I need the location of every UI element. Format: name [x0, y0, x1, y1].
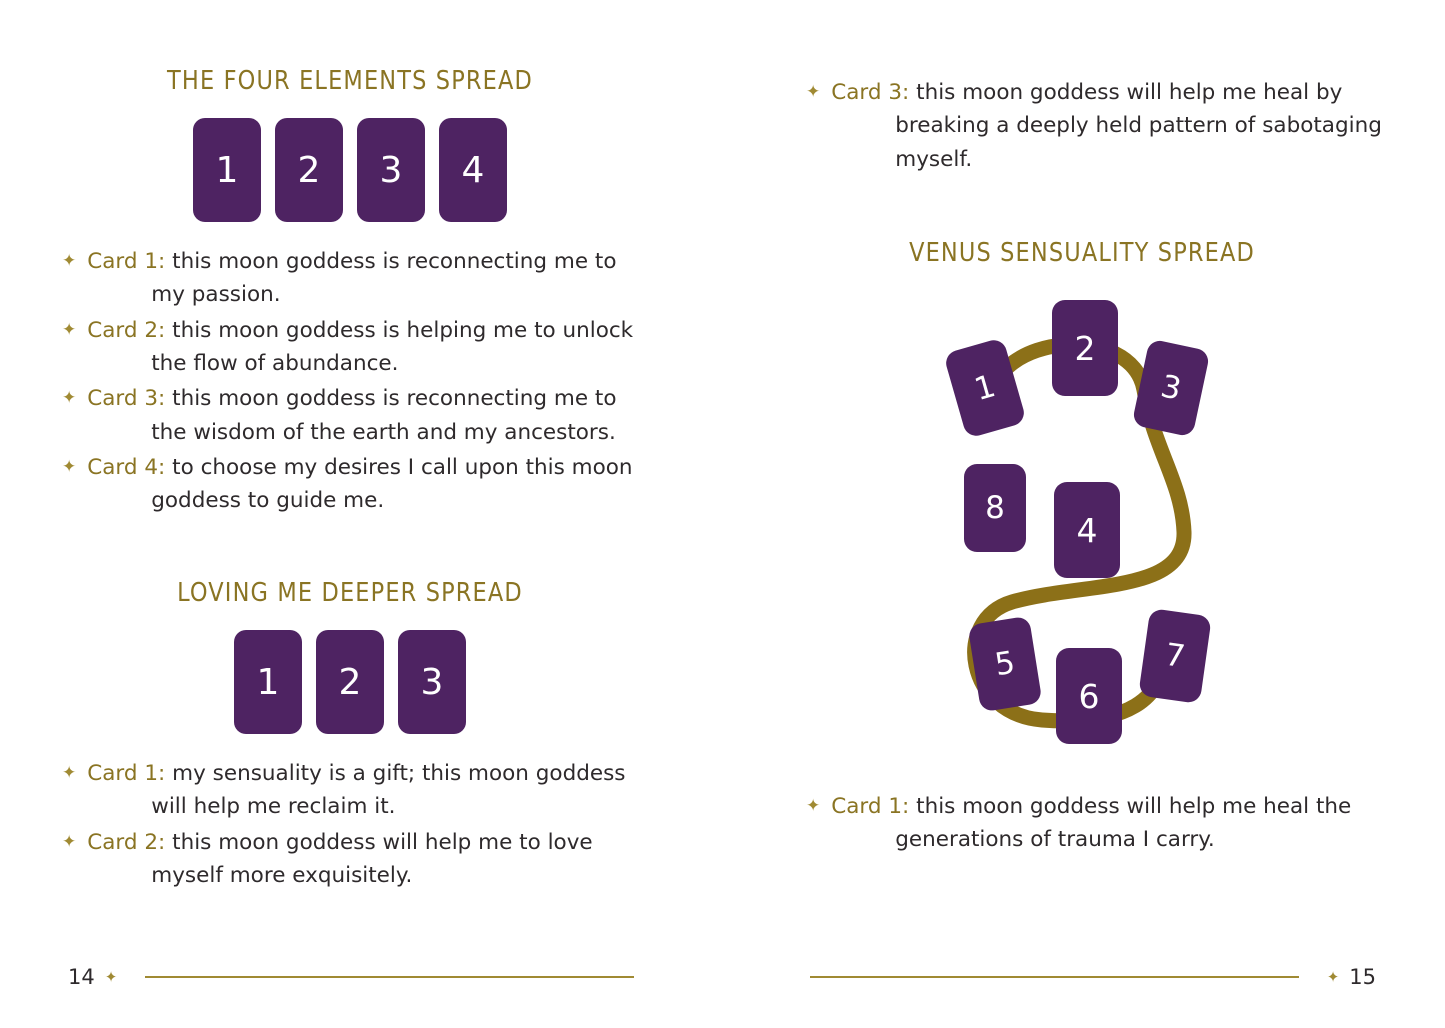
footer-left [68, 964, 638, 990]
four-elements-card-row [60, 118, 640, 222]
spread-card: 4 [439, 118, 507, 222]
sparkle-icon: ✦ [62, 388, 77, 409]
spread-card: 3 [398, 630, 466, 734]
sparkle-icon: ✦ [806, 82, 821, 102]
card-label: Card 4: [87, 454, 166, 480]
list-item [62, 245, 642, 312]
spread-card: 1 [193, 118, 261, 222]
list-item [806, 790, 1386, 857]
sparkle-icon: ✦ [62, 319, 77, 340]
continued-card-meaning [806, 76, 1386, 178]
four-elements-card-meanings [62, 245, 642, 520]
spread-card: 3 [1132, 339, 1211, 438]
spread-card: 7 [1138, 608, 1212, 704]
venus-card-meanings [806, 790, 1386, 859]
page-number: 15 [1349, 965, 1376, 989]
list-item [806, 76, 1386, 176]
four-elements-spread-title: THE FOUR ELEMENTS SPREAD [167, 66, 533, 96]
card-text: this moon goddess is reconnecting me to the wisdom of the earth and my ancestors. [151, 386, 617, 445]
loving-me-deeper-card-row [60, 630, 640, 734]
spread-card: 2 [316, 630, 384, 734]
card-label: Card 1: [87, 761, 166, 786]
page-number: 14 [68, 965, 95, 989]
card-text: this moon goddess will help me heal the generations of trauma I carry. [895, 794, 1352, 853]
spread-card: 1 [234, 630, 302, 734]
list-item [62, 314, 642, 381]
card-label: Card 3: [831, 80, 910, 105]
card-label: Card 3: [87, 386, 166, 412]
card-label: Card 1: [87, 249, 166, 274]
spread-card: 2 [1052, 300, 1118, 396]
footer-rule [810, 976, 1299, 978]
card-text: my sensuality is a gift; this moon goddess will help me reclaim it. [151, 761, 626, 820]
spread-card: 1 [943, 337, 1027, 439]
list-item [62, 826, 642, 893]
sparkle-icon: ✦ [62, 456, 77, 477]
list-item [62, 757, 642, 824]
sparkle-icon: ✦ [1326, 968, 1340, 986]
venus-sensuality-spread-title: VENUS SENSUALITY SPREAD [909, 238, 1255, 268]
card-text: this moon goddess is reconnecting me to my passion. [151, 249, 617, 308]
venus-spread-diagram [932, 282, 1252, 782]
spread-card: 5 [967, 616, 1042, 713]
card-text: this moon goddess will help me to love myself more exquisitely. [151, 829, 593, 888]
sparkle-icon: ✦ [62, 831, 77, 852]
card-label: Card 2: [87, 317, 166, 343]
card-text: to choose my desires I call upon this moon goddess to guide me. [151, 454, 633, 514]
card-label: Card 1: [831, 794, 910, 819]
left-page [0, 0, 722, 1028]
sparkle-icon: ✦ [806, 796, 821, 816]
list-item [62, 382, 642, 449]
footer-right [806, 964, 1376, 990]
right-page [722, 0, 1444, 1028]
spread-card: 3 [357, 118, 425, 222]
spread-card: 2 [275, 118, 343, 222]
spread-card: 4 [1054, 482, 1120, 578]
card-text: this moon goddess will help me heal by breaking a deeply held pattern of sabotaging myself. [895, 80, 1382, 172]
list-item [62, 451, 642, 518]
card-text: this moon goddess is helping me to unlock the flow of abundance. [151, 317, 634, 376]
footer-rule [145, 976, 634, 978]
spread-card: 6 [1056, 648, 1122, 744]
card-label: Card 2: [87, 829, 166, 855]
loving-me-deeper-spread-title: LOVING ME DEEPER SPREAD [177, 578, 523, 608]
loving-me-deeper-card-meanings [62, 757, 642, 894]
sparkle-icon: ✦ [62, 763, 77, 783]
sparkle-icon: ✦ [104, 968, 118, 986]
sparkle-icon: ✦ [62, 251, 77, 271]
spread-card: 8 [964, 464, 1026, 552]
